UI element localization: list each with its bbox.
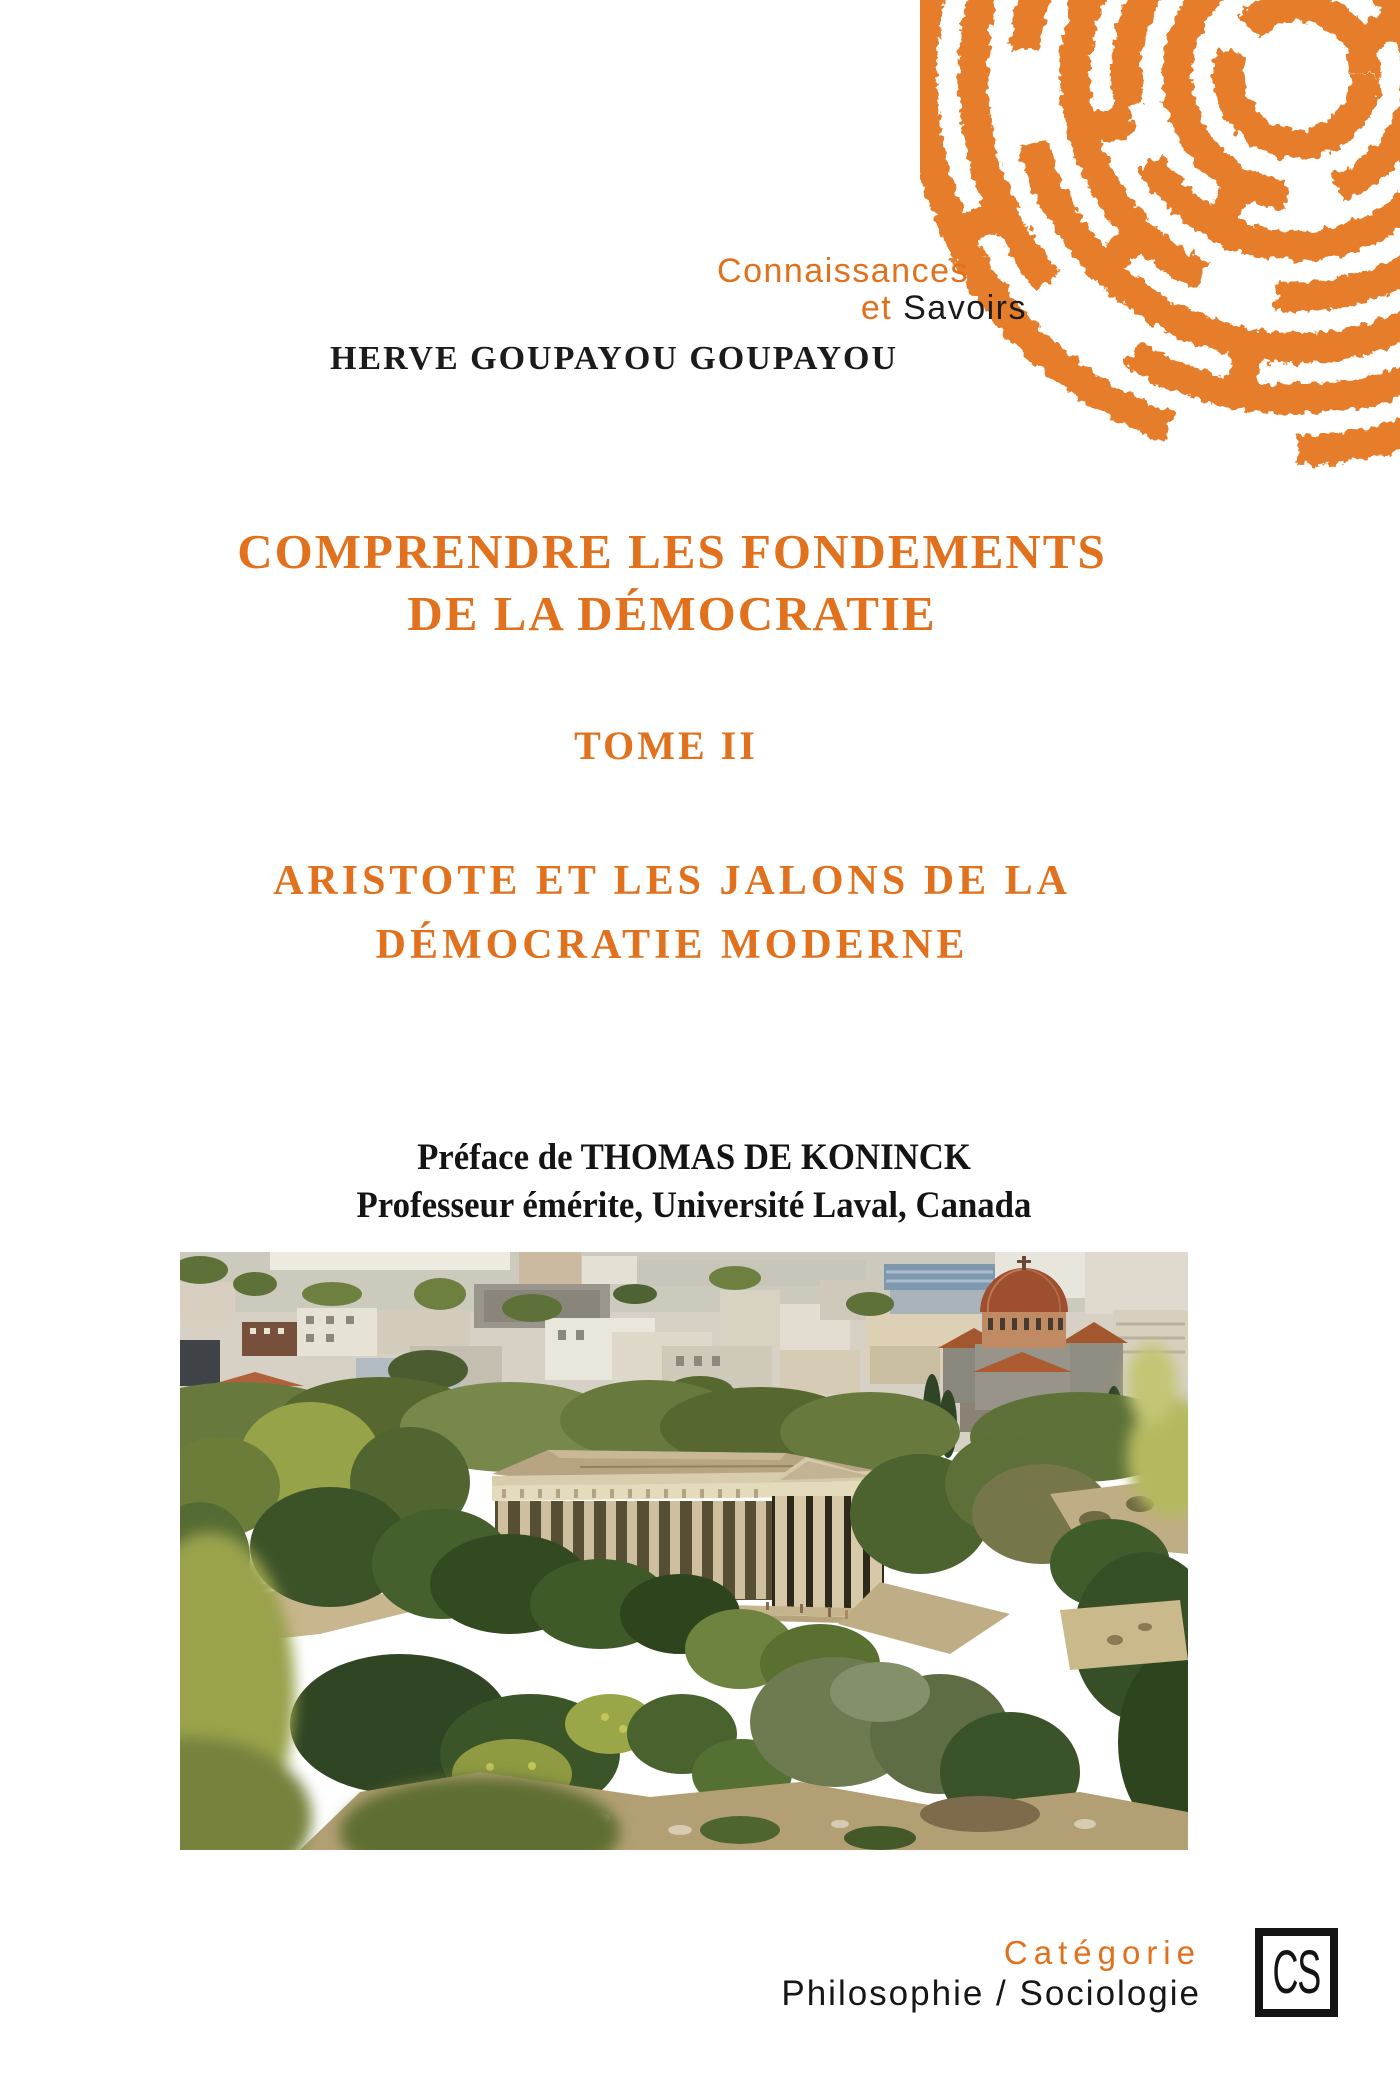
publisher-maze-logo-icon	[920, 0, 1400, 470]
publisher-cs-mark	[1255, 1928, 1338, 2017]
category-label: Catégorie	[1003, 1934, 1201, 1971]
author-name: HERVE GOUPAYOU GOUPAYOU	[329, 340, 899, 377]
book-title-line2: DE LA DÉMOCRATIE	[407, 586, 937, 641]
preface-line2: Professeur émérite, Université Laval, Canada	[356, 1185, 1032, 1226]
cover-photo	[180, 1252, 1188, 1850]
publisher-wordmark-line2	[861, 289, 1027, 328]
publisher-wordmark-savoirs: Savoirs	[903, 289, 1027, 327]
publisher-cs-letters: CS	[1272, 1938, 1321, 2007]
volume-label: TOME II	[574, 723, 758, 768]
book-title-line1: COMPRENDRE LES FONDEMENTS	[237, 524, 1107, 579]
publisher-wordmark-line1: Connaissances	[717, 252, 969, 290]
book-title	[0, 521, 1344, 645]
category-value: Philosophie / Sociologie	[781, 1974, 1201, 2013]
book-subtitle	[0, 849, 1344, 977]
publisher-wordmark-et: et	[860, 289, 893, 327]
preface-credit	[42, 1134, 1347, 1230]
footer-category	[781, 1932, 1201, 2014]
preface-line1: Préface de THOMAS DE KONINCK	[417, 1137, 971, 1178]
book-subtitle-line2: DÉMOCRATIE MODERNE	[375, 922, 969, 968]
book-subtitle-line1: ARISTOTE ET LES JALONS DE LA	[273, 858, 1071, 904]
